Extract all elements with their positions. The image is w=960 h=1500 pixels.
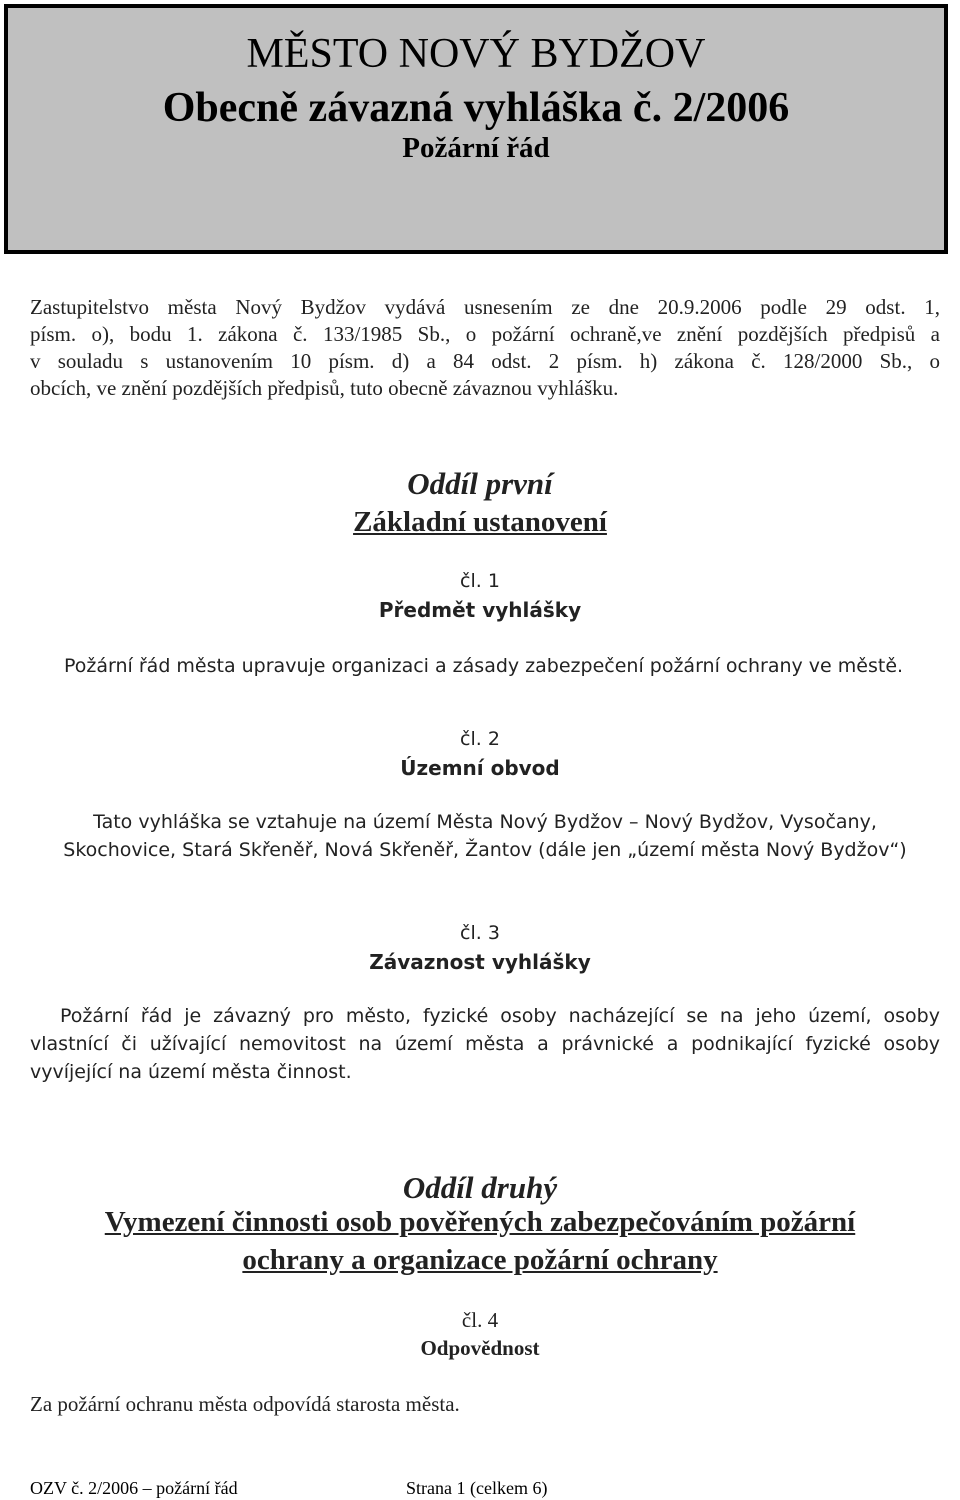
article-3-number: čl. 3 [460, 922, 500, 944]
page-footer [30, 1478, 548, 1499]
article-3-line: vyvíjející na území města činnost. [30, 1061, 352, 1083]
article-4-title: Odpovědnost [420, 1336, 540, 1360]
decree-title: Obecně závazná vyhláška č. 2/2006 [162, 85, 790, 131]
article-1-number: čl. 1 [460, 570, 500, 592]
city-title: MĚSTO NOVÝ BYDŽOV [246, 31, 706, 77]
article-3-line: Požární řád je závazný pro město, fyzické osoby nacházející se na jeho území, osoby [60, 1005, 940, 1027]
article-4-number: čl. 4 [461, 1308, 499, 1332]
intro-line: písm. o), bodu 1. zákona č. 133/1985 Sb., o požární ochraně,ve znění pozdějších předpisů a [30, 322, 940, 346]
intro-line: Zastupitelstvo města Nový Bydžov vydává usnesením ze dne 20.9.2006 podle 29 odst. 1, [30, 295, 940, 319]
article-2-title: Územní obvod [400, 756, 560, 780]
article-3-line: vlastnící či užívající nemovitost na území města a právnické a podnikající fyzické osoby [30, 1033, 940, 1055]
decree-subject: Požární řád [402, 132, 550, 164]
section-two-subtitle-2: ochrany a organizace požární ochrany [242, 1244, 718, 1276]
article-3-title: Závaznost vyhlášky [369, 950, 591, 974]
intro-paragraph [30, 294, 940, 402]
intro-line: obcích, ve znění pozdějších předpisů, tuto obecně závaznou vyhlášku. [30, 376, 619, 400]
intro-line: v souladu s ustanovením 10 písm. d) a 84 odst. 2 písm. h) zákona č. 128/2000 Sb., o [30, 349, 940, 373]
article-1-text: Požární řád města upravuje organizaci a zásady zabezpečení požární ochrany ve městě. [64, 655, 904, 677]
section-two-subtitle-1: Vymezení činnosti osob pověřených zabezpečováním požární [104, 1206, 856, 1238]
article-2-text [30, 808, 940, 864]
section-one-subtitle: Základní ustanovení [353, 506, 607, 538]
section-two-title: Oddíl druhý [402, 1170, 558, 1205]
title-box [4, 4, 948, 254]
article-1-title: Předmět vyhlášky [378, 598, 582, 622]
section-one-title: Oddíl první [407, 466, 553, 501]
footer-document-ref: OZV č. 2/2006 – požární řád [30, 1478, 238, 1498]
article-2-number: čl. 2 [460, 728, 500, 750]
article-3-text [30, 1002, 940, 1086]
footer-page-number: Strana 1 (celkem 6) [406, 1478, 548, 1498]
article-4-text: Za požární ochranu města odpovídá starosta města. [30, 1392, 460, 1416]
article-2-line: Skochovice, Stará Skřeněř, Nová Skřeněř, Žantov (dále jen „území města Nový Bydžov“) [63, 839, 907, 861]
article-2-line: Tato vyhláška se vztahuje na území Města Nový Bydžov – Nový Bydžov, Vysočany, [93, 811, 877, 833]
